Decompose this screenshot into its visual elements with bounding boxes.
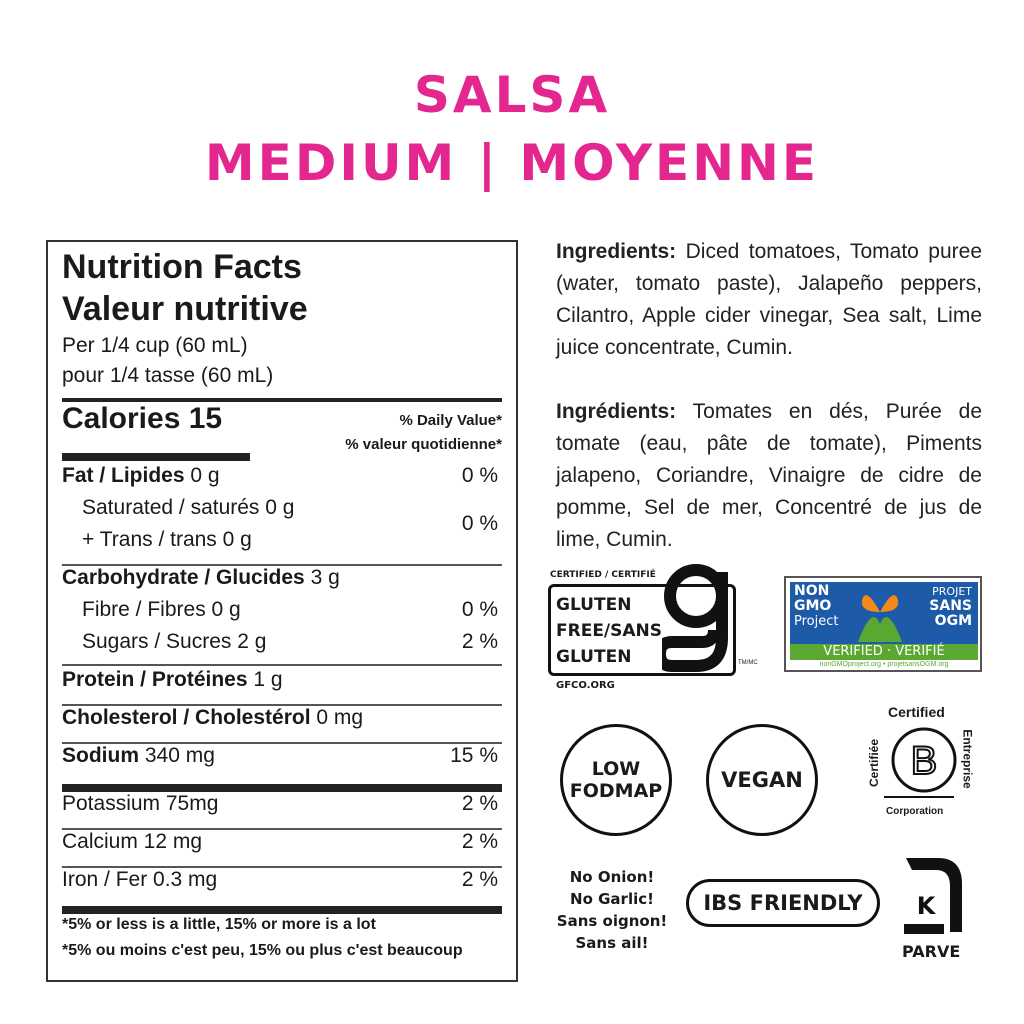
serving-size-en: Per 1/4 cup (60 mL) [62,334,248,357]
protein-label: Protein / Protéines [62,668,248,691]
product-variant: MEDIUM | MOYENNE [204,134,820,192]
fibre-dv: 0 % [461,598,498,621]
ingredients-fr-text: Tomates en dés, Purée de tomate (eau, pâte de tomate), Piments jalapeno, Coriandre, Vinaigre de cidre de pomme, Sel de mer, Concentré de jus de lime, Cumin. [556,400,982,551]
gluten-free-logo [548,566,760,694]
nutrient-row-fat [62,464,498,494]
parve-label: PARVE [902,942,961,961]
calcium-dv: 2 % [461,830,498,853]
b-corp-right-text: Entreprise [960,729,975,789]
footnote-fr: *5% ou moins c'est peu, 15% ou plus c'est beaucoup [62,942,463,959]
divider [62,664,502,666]
butterfly-icon [848,584,912,642]
nutrient-row-protein [62,668,498,698]
cholesterol-amount: 0 mg [316,706,364,729]
calcium-label: Calcium 12 mg [62,830,203,853]
kosher-k-icon [902,854,968,936]
ingredients-fr-label: Ingrédients: [556,400,677,423]
daily-value-en: % Daily Value* [399,412,502,429]
sugars-label: Sugars / Sucres 2 g [82,630,267,653]
b-corp-left-text: Certifiée [867,738,882,788]
gfco-site: GFCO.ORG [556,680,615,691]
nutrition-title-fr: Valeur nutritive [62,290,308,328]
fat-dv: 0 % [461,464,498,487]
potassium-dv: 2 % [461,792,498,815]
nutrient-row-potassium [62,792,498,822]
nutrient-row-sugars [82,630,498,660]
nutrient-row-calcium [62,830,498,860]
ingredients-en-label: Ingredients: [556,240,677,263]
ingredients-en [556,236,982,364]
footnote-en: *5% or less is a little, 15% or more is a lot [62,916,376,933]
calories-underline [62,453,250,461]
b-corp-bottom-text: Corporation [886,806,944,817]
fat-amount: 0 g [190,464,220,487]
fat-label: Fat / Lipides [62,464,185,487]
protein-amount: 1 g [253,668,283,691]
gluten-line3: GLUTEN [556,647,632,667]
ingredients-en-text: Diced tomatoes, Tomato puree (water, tomato paste), Jalapeño peppers, Cilantro, Apple cider vinegar, Sea salt, Lime juice concentrate, Cumin. [556,240,982,359]
b-corp-top-text: Certified [888,704,945,720]
non-gmo-l2: GMO [794,598,832,614]
svg-text:B: B [910,739,938,783]
nutrition-title-en: Nutrition Facts [62,248,302,286]
serving-size-fr: pour 1/4 tasse (60 mL) [62,364,274,387]
nutrient-row-iron [62,868,498,898]
nutrient-row-sodium [62,744,498,774]
thick-divider [62,784,502,792]
gluten-line1: GLUTEN [556,595,632,615]
vegan-badge: VEGAN [706,724,818,836]
no-onion-garlic: No Onion! No Garlic! Sans oignon! Sans ail! [556,868,668,952]
sugars-dv: 2 % [461,630,498,653]
non-gmo-l1: NON [794,583,830,599]
potassium-label: Potassium 75mg [62,792,219,815]
non-gmo-r2: SANS [929,598,972,614]
non-gmo-verified: VERIFIED · VERIFIÉ [790,644,978,660]
cholesterol-label: Cholesterol / Cholestérol [62,706,311,729]
sodium-amount: 340 mg [144,744,215,767]
sodium-label: Sodium [62,744,139,767]
nutrient-row-carbohydrate [62,566,498,596]
trans-fat: + Trans / trans 0 g [82,528,252,551]
thick-divider [62,906,502,914]
nutrient-row-cholesterol [62,706,498,736]
non-gmo-right-text [929,584,972,629]
non-gmo-logo [784,576,982,672]
carb-amount: 3 g [310,566,340,589]
kosher-parve-logo [902,854,968,964]
non-gmo-r3: OGM [934,613,972,629]
b-corp-rule [884,796,954,798]
nutrient-row-fibre [82,598,498,628]
low-fodmap-badge: LOW FODMAP [560,724,672,836]
gluten-tm: TM/MC [738,660,758,666]
non-gmo-site: nonGMOproject.org • projetsansOGM.org [819,661,949,668]
non-gmo-r1: PROJET [932,585,972,598]
product-title: SALSA [413,66,611,124]
b-corp-logo [864,704,980,824]
gluten-text [556,592,662,670]
ibs-friendly-badge: IBS FRIENDLY [686,879,880,927]
b-corp-icon [890,726,958,794]
gluten-certified-label: CERTIFIED / CERTIFIÉ [550,570,656,580]
fibre-label: Fibre / Fibres 0 g [82,598,241,621]
non-gmo-l3: Project [794,614,839,629]
iron-dv: 2 % [461,868,498,891]
sat-trans-dv: 0 % [461,512,498,535]
ingredients-fr [556,396,982,556]
carb-label: Carbohydrate / Glucides [62,566,305,589]
sodium-dv: 15 % [450,744,498,767]
non-gmo-left-text [794,584,838,629]
saturated-fat: Saturated / saturés 0 g [82,496,295,519]
calories: Calories 15 [62,402,223,435]
nutrition-facts-panel [46,240,518,982]
iron-label: Iron / Fer 0.3 mg [62,868,218,891]
gluten-line2: FREE/SANS [556,621,663,641]
daily-value-fr: % valeur quotidienne* [345,436,502,453]
svg-text:K: K [916,892,936,920]
